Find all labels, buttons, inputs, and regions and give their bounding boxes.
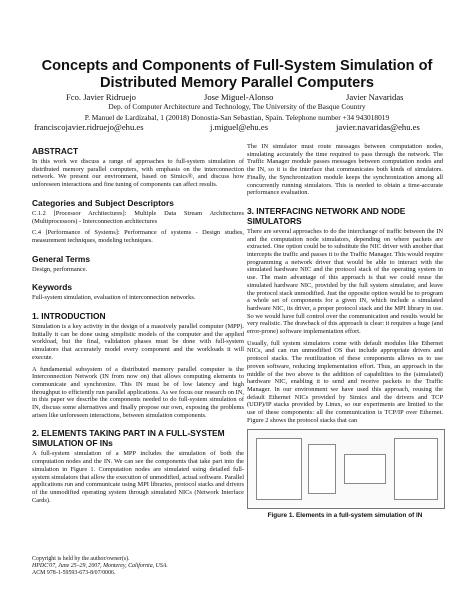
- affiliation: Dep. of Computer Architecture and Technology, The University of the Basque Country: [108, 102, 366, 111]
- terms-text: Design, performance.: [32, 265, 88, 273]
- elements-paragraph: A full-system simulation of a MPP includes the simulation of both the computation nodes and the IN. We can see the components that take part into the simulation in Figure 1. Computation nodes are simulated using detailed full-system simulators that allow the execution of unmodified, actual software. Parallel applications run and communicate using MPI libraries, protocol stacks and drivers of the unmodified operating system through simulated NICs (Network Interface Cards).: [32, 450, 244, 504]
- abstract-heading: ABSTRACT: [32, 146, 79, 156]
- keywords-heading: Keywords: [32, 282, 73, 293]
- keywords-text: Full-system simulation, evaluation of interconnection networks.: [32, 294, 196, 302]
- copyright-footnote: [32, 556, 232, 578]
- interfacing-paragraph: There are several approaches to do the interchange of traffic between the IN and the computation node simulators, depending on where packets are extracted. One option could be to substitute the NIC driver with another that intercepts the traffic and passes it to the Traffic Manager. This would require programming a network driver that would be able to interact with the simulated hardware NIC and the protocol stack of the operating system in use. The main advantage of this approach is that we could reuse the simulated hardware NIC, provided by the full system simulator, and leave the protocol stack unmodified. Just the opposite option would be to program a whole set of components for a given IN, which include a simulated hardware NIC, its driver, a proper protocol stack and the MPI library in use. So we would have full control over the communication and results would be very realistic. The drawback of this approach is clear: it requires a huge (and error-prone) software implementation effort.: [247, 227, 443, 336]
- author-email[interactable]: j.miguel@ehu.es: [210, 122, 269, 132]
- elements-heading: 2. ELEMENTS TAKING PART IN A FULL-SYSTEM SIMULATION OF INs: [32, 428, 225, 449]
- terms-heading: General Terms: [32, 253, 91, 264]
- abstract-text: In this work we discuss a range of approaches to full-system simulation of distributed memory parallel computers, with emphasis on the interconnection network. We present our environment, based on Simics®, and discuss how unforeseen interactions and fine tuning of components can affect results.: [32, 158, 244, 189]
- footnote-line: Copyright is held by the author/owner(s).: [32, 556, 130, 562]
- paper-title: [20, 58, 454, 92]
- intro-paragraph: Simulation is a key activity in the design of a massively parallel computer (MPP). Initially it can be done using simplistic models of the computer and the applied workload, but the final, validation phases must be done with full-system simulators that accurately model every component and the workloads it will execute.: [32, 323, 244, 361]
- footnote-line: ACM 978-1-59593-673-8/07/0006.: [32, 570, 116, 577]
- col2-intro-paragraph: The IN simulator must route messages between computation nodes, simulating accurately the time required to pass through the network. The Traffic Manager module passes messages between computation nodes and the IN, so it is the interface that communicates both kinds of simulators. Finally, the Synchronization module keeps the synchronization among all concurrently running simulators. This is needed to obtain a time-accurate performance evaluation.: [247, 143, 443, 197]
- figure-caption: Figure 1. Elements in a full-system simulation of IN: [267, 511, 423, 519]
- figure-1-diagram: [247, 429, 445, 509]
- category-item: C.4 [Performance of Systems]: Performance of systems - Design studies, measurement techniques, modeling techniques.: [32, 229, 244, 244]
- address: P. Manuel de Lardizabal, 1 (20018) Donostia-San Sebastian, Spain. Telephone number +34 943018019: [84, 113, 390, 122]
- right-column: [247, 143, 443, 519]
- author-name: Javier Navaridas: [346, 92, 404, 102]
- author-email[interactable]: javier.navaridas@ehu.es: [336, 122, 420, 132]
- author-name: Fco. Javier Ridruejo: [66, 92, 136, 102]
- title-line-2: Distributed Memory Parallel Computers: [99, 75, 375, 91]
- footnote-line: HPDC'07, June 25–29, 2007, Monterey, California, USA.: [32, 563, 168, 570]
- categories-heading: Categories and Subject Descriptors: [32, 197, 174, 208]
- left-column: [32, 146, 244, 508]
- node-box: [308, 444, 336, 494]
- node-box: [256, 438, 302, 500]
- author-email[interactable]: franciscojavier.ridruejo@ehu.es: [34, 122, 144, 132]
- intro-heading: 1. INTRODUCTION: [32, 311, 106, 322]
- interfacing-heading: 3. INTERFACING NETWORK AND NODE SIMULATORS: [247, 205, 406, 226]
- title-line-1: Concepts and Components of Full-System Simulation of: [41, 58, 433, 74]
- email-list: [30, 122, 450, 134]
- node-box: [394, 438, 438, 500]
- author-name: Jose Miguel-Alonso: [204, 92, 274, 102]
- category-item: C.1.2 [Processor Architectures]: Multiple Data Stream Architectures (Multiprocessors) - Interconnection architectures: [32, 209, 244, 225]
- interfacing-paragraph: Usually, full system simulators come with default modules like Ethernet NICs, and can run unmodified OS that include appropriate drivers and protocol stacks. The reutilization of these components allows us to use proven software, reducing implementation effort. Thus, an approach in the middle of the two above is the addition of capabilities to the (simulated) hardware NIC, enabling it to send and receive packets to the Traffic Manager. In our environment we have used this approach, reusing the default Ethernet NICs provided by Simics and the drivers and TCP (UDP)/IP stacks provided by Linux, so our experiments are limited to the use of these components: all the communication is TCP/IP over Ethernet. Figure 2 shows the protocol stacks that can: [247, 339, 443, 424]
- intro-paragraph: A fundamental subsystem of a distributed memory parallel computer is the Interconnection Network (IN from now on) that allows computing elements to communicate and synchronize. This IN must be of low latency and high throughput to efficiently run parallel applications. As we focus our research on IN, in this paper we describe the components needed to do full-system simulation of IN, discuss some alternatives and finally propose our own, exposing the problems arisen like unforeseen interactions, between simulation components.: [32, 365, 244, 419]
- network-box: [344, 454, 386, 484]
